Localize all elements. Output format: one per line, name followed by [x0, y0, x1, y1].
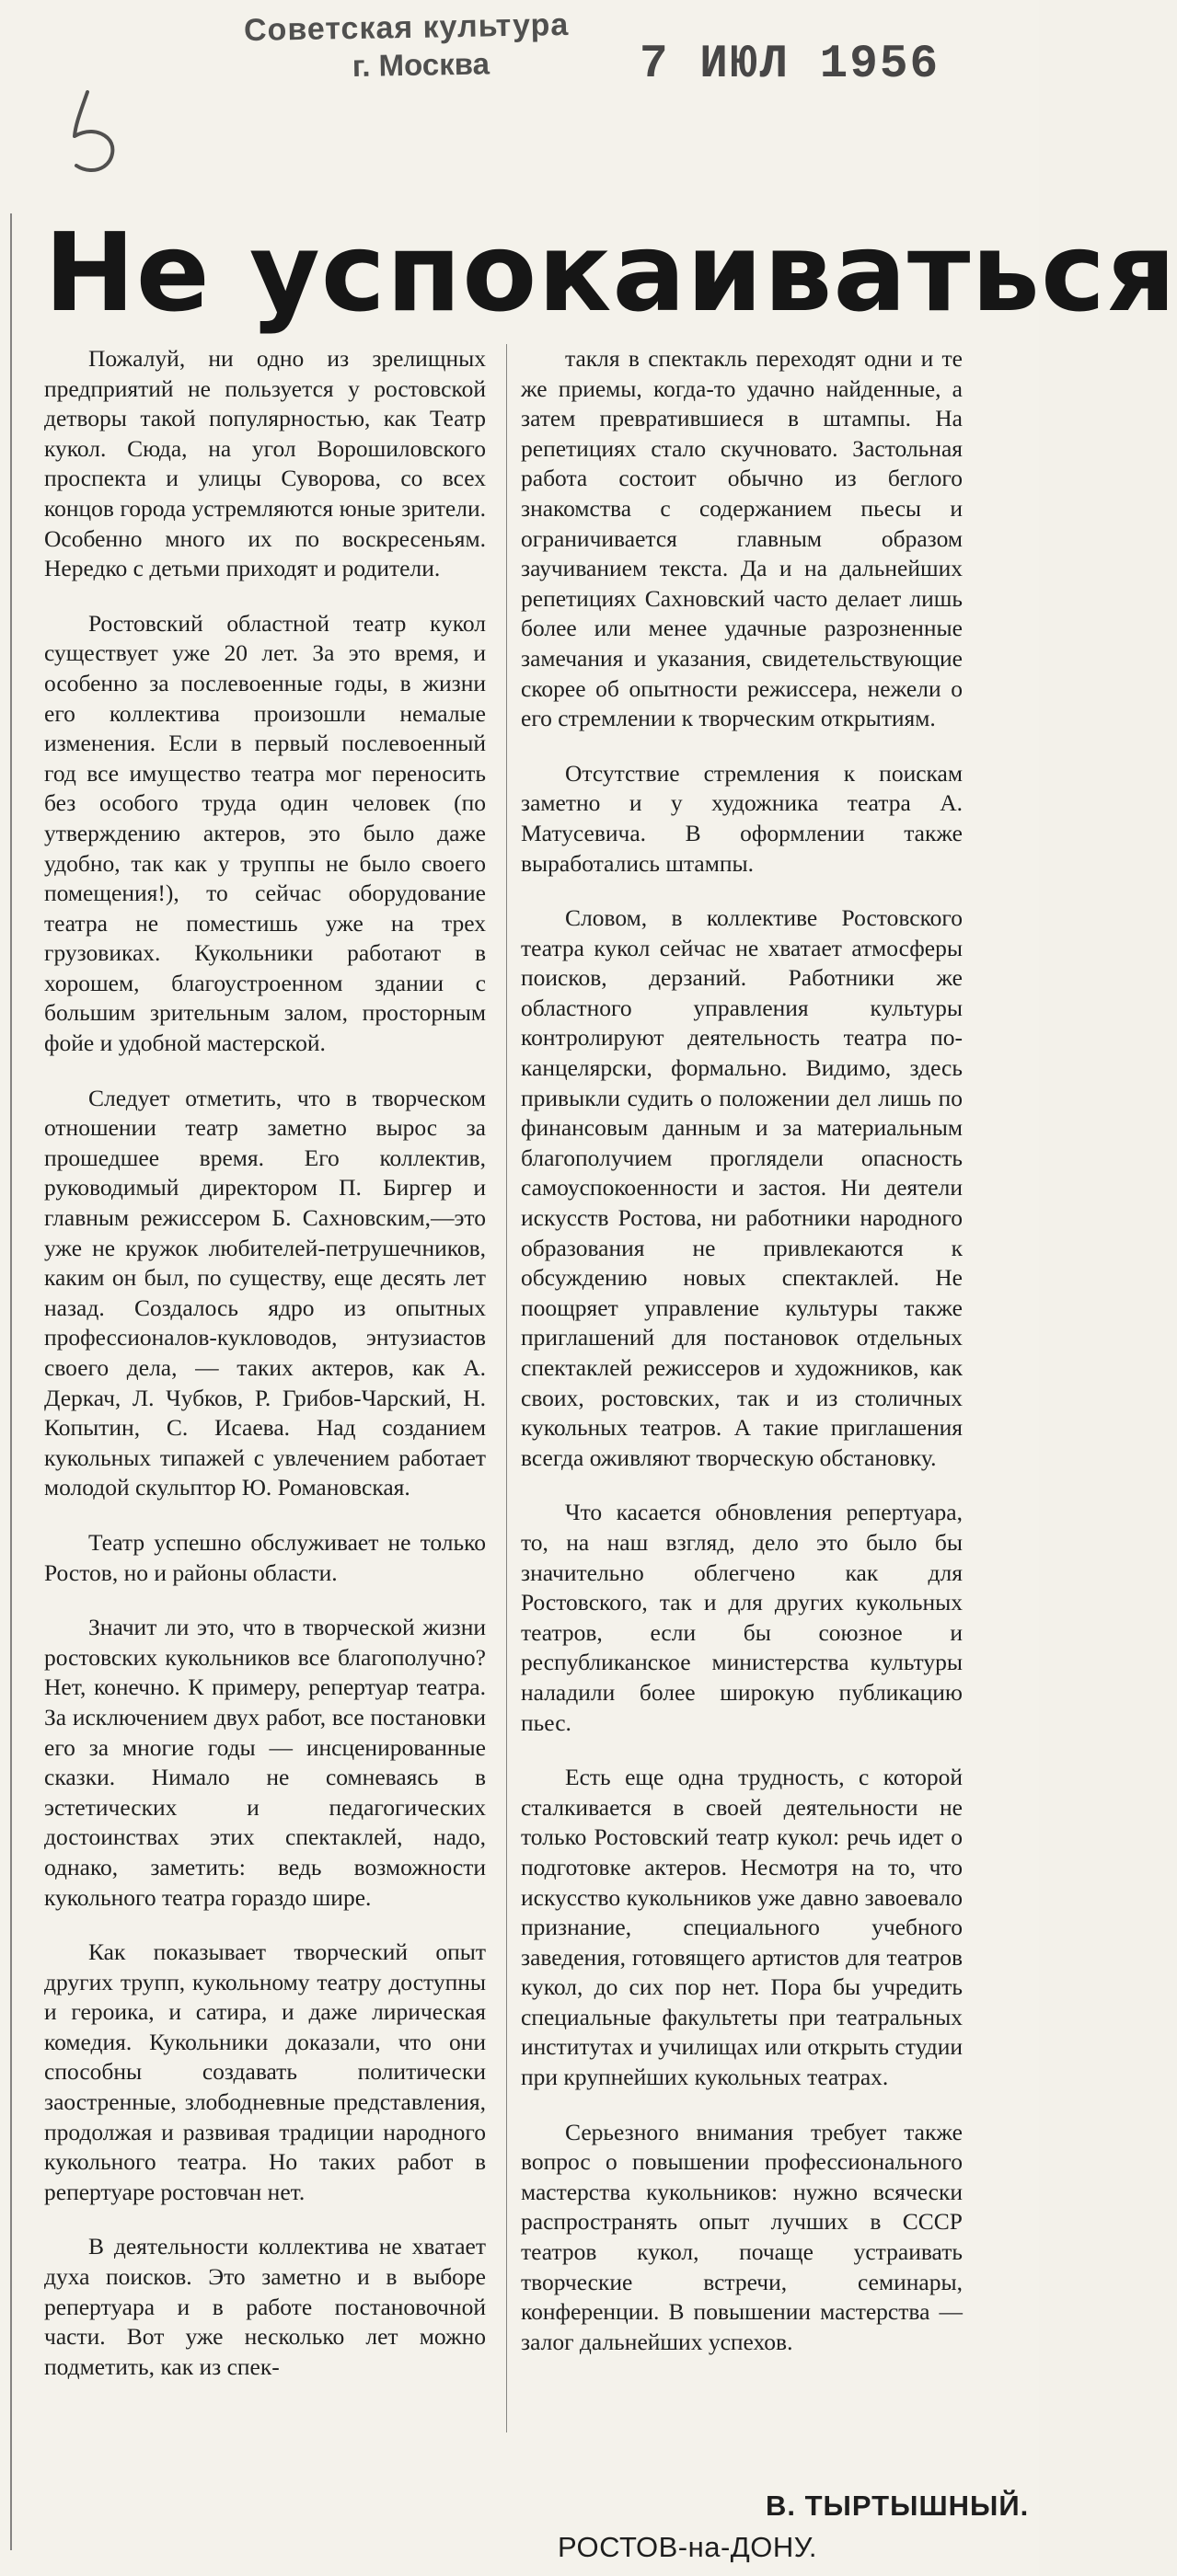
dateline-place: РОСТОВ-на-ДОНУ. — [558, 2531, 817, 2563]
right-article-column — [521, 344, 963, 2382]
article-paragraph: Ростовский областной театр кукол существует уже 20 лет. За это время, и особенно за послевоенные годы, в жизни его коллектива произошли немалые изменения. Если в первый послевоенный год все имущество театра мог переносить без особого труда один человек (по утверждению актеров, это было даже удобно, так как у труппы не было своего помещения!), то сейчас оборудование театра не поместишь уже на трех грузовиках. Кукольники работают в хорошем, благоустроенном здании с большим зрительным залом, просторным фойе и удобной мастерской. — [44, 609, 486, 1057]
article-paragraph: такля в спектакль переходят одни и те же приемы, когда-то удачно найденные, а затем превратившиеся в штампы. На репетициях стало скучновато. Застольная работа состоит обычно из беглого знакомства с содержанием пьесы и ограничивается главным образом заучиванием текста. Да и на дальнейших репетициях Сахновский часто делает лишь более или менее удачные разрозненные замечания и указания, свидетельствующие скорее об опытности режиссера, нежели о его стремлении к творческим открытиям. — [521, 345, 963, 732]
article-paragraph: Словом, в коллективе Ростовского театра кукол сейчас не хватает атмосферы поисков, дерзаний. Работники же областного управления культуры контролируют деятельность театра по-канцелярски, формально. Видимо, здесь привыкли судить о положении дел лишь по финансовым данным и за материальным благополучием проглядели опасность самоуспокоенности и застоя. Ни деятели искусств Ростова, ни работники народного образования не привлекаются к обсуждению новых спектаклей. Не поощряет управление культуры также приглашений для постановок отдельных спектаклей режиссеров и художников, как своих, ростовских, так и из столичных кукольных театров. А такие приглашения всегда оживляют творческую обстановку. — [521, 904, 963, 1471]
article-paragraph: Что касается обновления репертуара, то, на наш взгляд, дело это было бы значительно облегчено как для Ростовского, так и для других кукольных театров, если бы союзное и республиканское министерства культуры наладили более широкую публикацию пьес. — [521, 1499, 963, 1736]
article-paragraph: Отсутствие стремления к поискам заметно и у художника театра А. Матусевича. В оформлении также выработались штампы. — [521, 759, 963, 877]
city-stamp: г. Москва — [352, 46, 490, 84]
article-paragraph: Как показывает творческий опыт других трупп, кукольному театру доступны и героика, и сатира, и даже лирическая комедия. Кукольники доказали, что они способны создавать политически заостренные, злободневные представления, продолжая и развивая традиции народного кукольного театра. Но таких работ в репертуаре ростовчан нет. — [44, 1938, 486, 2205]
date-stamp: 7 ИЮЛ 1956 — [640, 39, 940, 91]
author-signature: В. ТЫРТЫШНЫЙ. — [766, 2490, 1030, 2522]
column-divider — [506, 344, 507, 2432]
article-paragraph: Серьезного внимания требует также вопрос о повышении профессионального мастерства кукольников: нужно всячески распространять опыт лучших в СССР театров кукол, почаще устраивать творческие встречи, семинары, конференции. В повышении мастерства — залог дальнейших успехов. — [521, 2118, 963, 2355]
article-paragraph: Театр успешно обслуживает не только Ростов, но и районы области. — [44, 1528, 486, 1586]
article-paragraph: Значит ли это, что в творческой жизни ростовских кукольников все благополучно? Нет, конечно. К примеру, репертуар театра. За исключением двух работ, все постановки его за многие годы — инсценированные сказки. Нимало не сомневаясь в эстетических и педагогических достоинствах этих спектаклей, надо, однако, заметить: ведь возможности кукольного театра гораздо шире. — [44, 1614, 486, 1911]
article-paragraph: Есть еще одна трудность, с которой сталкивается в своей деятельности не только Ростовский театр кукол: речь идет о подготовке актеров. Несмотря на то, что искусство кукольников уже давно завоевало признание, специального учебного заведения, готовящего артистов для театров кукол, до сих пор нет. Пора бы учредить специальные факультеты при театральных институтах и училищах или открыть студии при крупнейших кукольных театрах. — [521, 1764, 963, 2091]
archive-stamp — [213, 6, 600, 87]
clipping-left-edge — [10, 213, 12, 2550]
left-article-column — [44, 344, 486, 2407]
article-paragraph: Пожалуй, ни одно из зрелищных предприятий не пользуется у ростовской детворы такой популярностью, как Театр кукол. Сюда, на угол Ворошиловского проспекта и улицы Суворова, со всех концов города устремляются юные зрители. Особенно много их по воскресеньям. Нередко с детьми приходят и родители. — [44, 345, 486, 582]
article-headline: Не успокаиваться — [44, 209, 1177, 336]
pencil-number-mark — [63, 85, 131, 177]
article-paragraph: Следует отметить, что в творческом отношении театр заметно вырос за прошедшее время. Его коллектив, руководимый директором П. Биргер и главным режиссером Б. Сахновским,—это уже не кружок любителей-петрушечников, каким он был, по существу, еще десять лет назад. Создалось ядро из опытных профессионалов-кукловодов, энтузиастов своего дела, — таких актеров, как А. Деркач, Л. Чубков, Р. Грибов-Чарский, Н. Копытин, С. Исаева. Над созданием кукольных типажей с увлечением работает молодой скульптор Ю. Романовская. — [44, 1084, 486, 1501]
article-paragraph: В деятельности коллектива не хватает духа поисков. Это заметно и в выборе репертуара и в работе постановочной части. Вот уже несколько лет можно подметить, как из спек- — [44, 2233, 486, 2380]
newspaper-name-stamp: Советская культура — [243, 6, 570, 49]
